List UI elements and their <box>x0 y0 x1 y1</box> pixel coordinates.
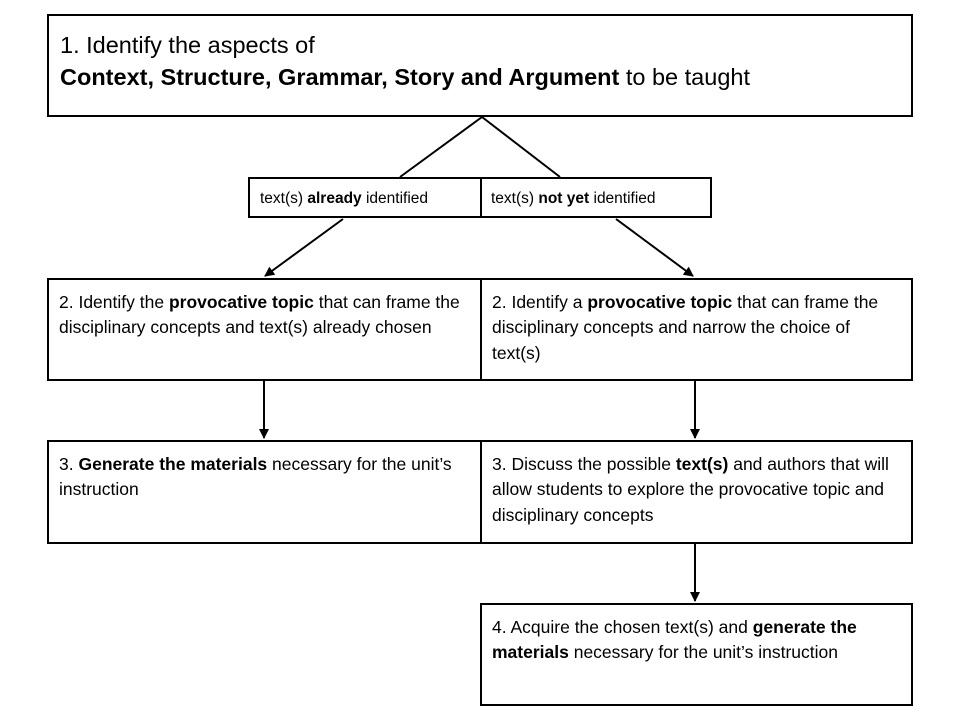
left-step2-box <box>47 278 482 381</box>
left-step2-bold: provocative topic <box>168 292 314 312</box>
branch-right-post: identified <box>589 190 656 207</box>
right-step3-post: and authors that will allow students to explore the provocative topic and disciplinary concepts <box>492 454 889 525</box>
right-step3-bold: text(s) <box>675 454 729 474</box>
step1-box <box>47 14 913 117</box>
left-step3-bold: Generate the materials <box>78 454 268 474</box>
right-step2-bold: provocative topic <box>587 292 733 312</box>
step1-line1: 1. Identify the aspects of <box>60 32 315 58</box>
right-step4-post: necessary for the unit’s instruction <box>568 642 838 663</box>
step1-bold-aspects: Context, Structure, Grammar, Story and Argument <box>60 64 620 91</box>
step1-suffix: to be taught <box>619 64 750 91</box>
branch-right-bold: not yet <box>538 190 590 207</box>
branch-left-post: identified <box>361 190 429 207</box>
left-step2-post: that can frame the disciplinary concepts and text(s) already chosen <box>59 292 460 338</box>
right-step4-bold: generate the materials <box>492 617 857 663</box>
branch-label-not-yet <box>480 177 712 218</box>
arrow-left-label-to-left-step2 <box>265 219 343 276</box>
left-step2-pre: 2. Identify the <box>59 292 169 312</box>
right-step2-box <box>480 278 913 381</box>
right-step2-pre: 2. Identify a <box>492 292 588 312</box>
branch-left-pre: text(s) <box>260 190 308 207</box>
step1-line2 <box>60 61 911 93</box>
connector-step1-to-left-label <box>400 117 482 177</box>
right-step3-box <box>480 440 913 544</box>
arrow-right-label-to-right-step2 <box>616 219 693 276</box>
branch-label-already <box>248 177 482 218</box>
left-step3-pre: 3. <box>59 454 79 474</box>
right-step2-post: that can frame the disciplinary concepts and narrow the choice of text(s) <box>492 292 879 363</box>
right-step4-pre: 4. Acquire the chosen text(s) and <box>492 617 753 637</box>
branch-left-bold: already <box>307 190 362 207</box>
right-step3-pre: 3. Discuss the possible <box>492 454 676 474</box>
right-step4-box <box>480 603 913 706</box>
connector-step1-to-right-label <box>482 117 560 177</box>
branch-right-pre: text(s) <box>491 190 539 207</box>
left-step3-box <box>47 440 482 544</box>
left-step3-post: necessary for the unit’s instruction <box>59 454 452 500</box>
